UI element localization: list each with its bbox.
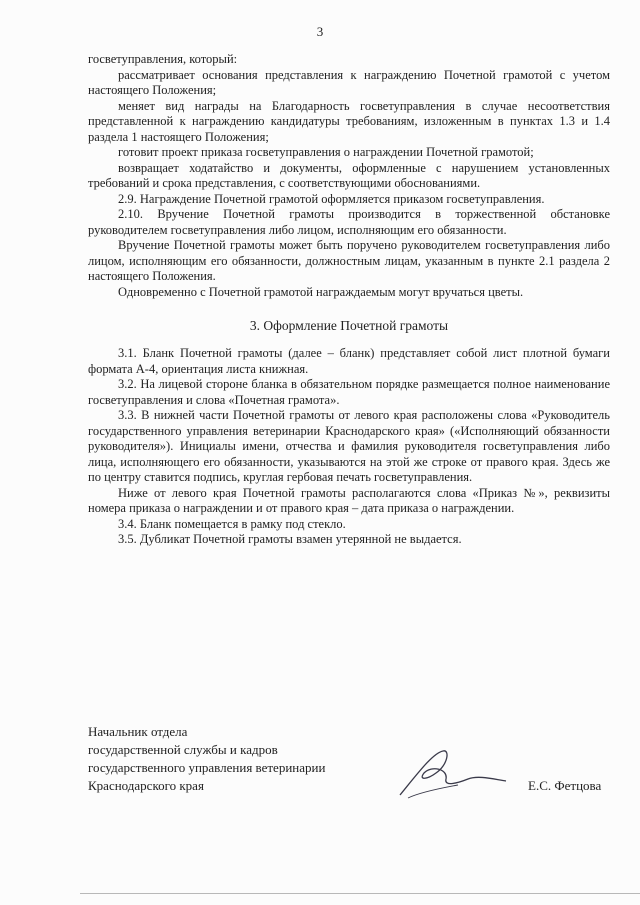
document-body — [88, 52, 610, 548]
paragraph: Одновременно с Почетной грамотой награждаемым могут вручаться цветы. — [118, 284, 524, 299]
paragraph: 3.2. На лицевой стороне бланка в обязательном порядке размещается полное наименование госветуправления и слова «Почетная грамота». — [88, 377, 610, 407]
signer-name: Е.С. Фетцова — [528, 778, 602, 793]
section-3-body — [88, 346, 610, 548]
paragraph: Вручение Почетной грамоты может быть поручено руководителем госветуправления либо лицом, исполняющим его обязанности, должностным лицам, указанным в пункте 2.1 раздела 2 настоящего Положения. — [88, 238, 610, 283]
signer-position-line: Начальник отдела — [88, 724, 188, 739]
signature-block — [88, 723, 608, 813]
signer-position-line: Краснодарского края — [88, 778, 204, 793]
paragraph: 3.4. Бланк помещается в рамку под стекло. — [118, 516, 346, 531]
signer-position-line: государственного управления ветеринарии — [88, 760, 326, 775]
paragraph: 2.10. Вручение Почетной грамоты производится в торжественной обстановке руководителем госветуправления либо лицом, исполняющим его обязанности. — [88, 207, 610, 237]
section-2-continuation — [88, 52, 610, 300]
paragraph: 3.5. Дубликат Почетной грамоты взамен утерянной не выдается. — [118, 532, 462, 546]
page-number: 3 — [316, 24, 324, 39]
paragraph: возвращает ходатайство и документы, оформленные с нарушением установленных требований и срока представления, с соответствующими обоснованиями. — [88, 160, 610, 190]
signer-position-line: государственной службы и кадров — [88, 742, 278, 757]
paragraph: рассматривает основания представления к награждению Почетной грамотой с учетом настоящего Положения; — [88, 67, 610, 97]
paragraph: готовит проект приказа госветуправления о награждении Почетной грамотой; — [118, 145, 534, 159]
paragraph: меняет вид награды на Благодарность госветуправления в случае несоответствия представленной к награждению кандидатуры требованиям, изложенным в пунктах 1.3 и 1.4 раздела 1 настоящего Положения; — [88, 98, 610, 144]
handwritten-signature-icon — [388, 743, 508, 803]
paragraph: 3.3. В нижней части Почетной грамоты от левого края расположены слова «Руководитель государственного управления ветеринарии Краснодарского края» («Исполняющий обязанности руководителя»). Инициалы имени, отчества и фамилия руководителя госветуправления либо лица, исполняющего его обязанности, указываются на этой же строке от правого края. Здесь же по центру ставится подпись, круглая гербовая печать госветуправления. — [88, 408, 610, 484]
section-3-heading: 3. Оформление Почетной грамоты — [249, 318, 449, 333]
paragraph: 2.9. Награждение Почетной грамотой оформляется приказом госветуправления. — [118, 191, 545, 206]
paragraph: госветуправления, который: — [88, 52, 238, 66]
paragraph: 3.1. Бланк Почетной грамоты (далее – бланк) представляет собой лист плотной бумаги формата А-4, ориентация листа книжная. — [88, 346, 610, 376]
paragraph: Ниже от левого края Почетной грамоты располагаются слова «Приказ №», реквизиты номера приказа о награждении и от правого края – дата приказа о награждении. — [88, 485, 610, 515]
scan-edge-divider — [80, 893, 640, 894]
